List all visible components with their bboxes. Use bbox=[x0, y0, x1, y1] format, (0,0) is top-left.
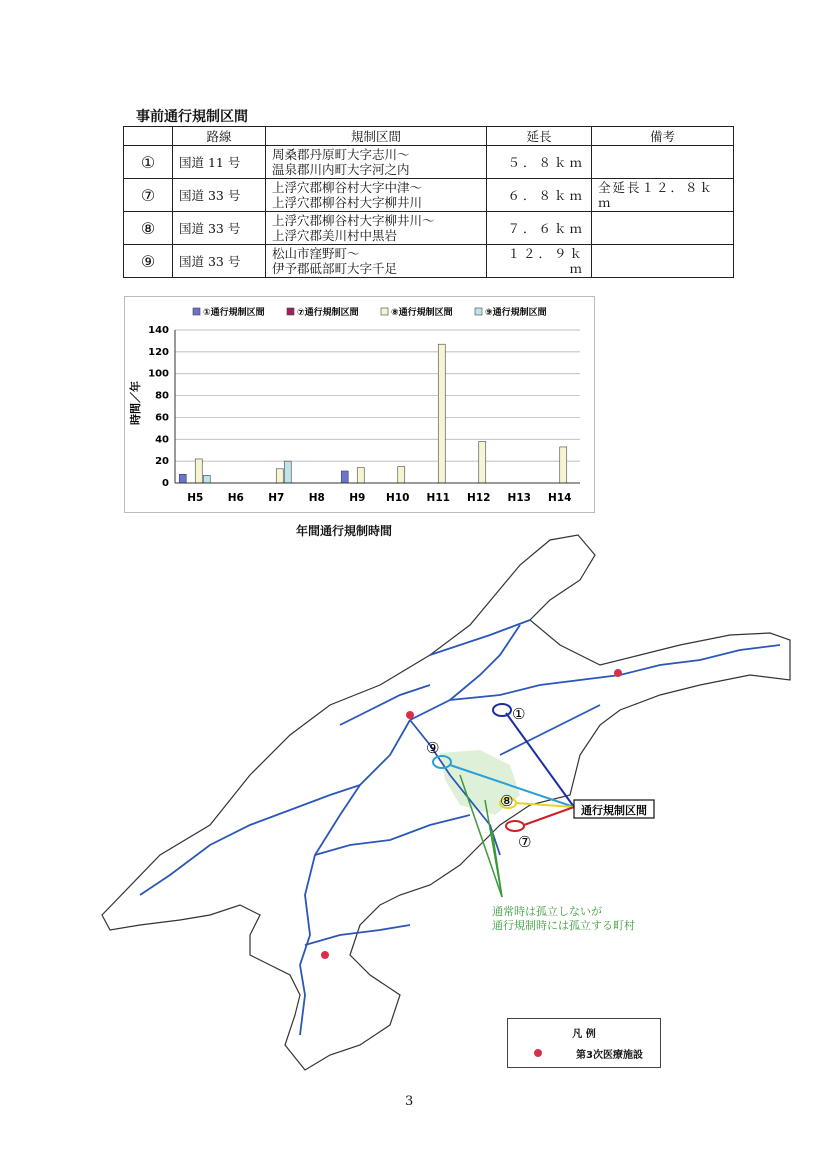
row-road: 国道 33 号 bbox=[173, 212, 266, 245]
section-line: 上浮穴郡美川村中黒岩 bbox=[272, 228, 398, 243]
section-7-highlight bbox=[506, 821, 524, 831]
chart-bars bbox=[179, 344, 567, 483]
chart-title: 年間通行規制時間 bbox=[296, 524, 393, 538]
legend-title: 凡 例 bbox=[572, 1029, 596, 1040]
bar bbox=[560, 447, 567, 483]
legend-swatch bbox=[381, 308, 388, 315]
bar bbox=[195, 459, 202, 483]
row-length: ７．６ｋｍ bbox=[487, 212, 592, 245]
chart-gridlines bbox=[175, 330, 580, 483]
row-number: ⑦ bbox=[124, 179, 173, 212]
row-length: ６．８ｋｍ bbox=[487, 179, 592, 212]
y-tick-label: 20 bbox=[155, 456, 169, 468]
bar bbox=[341, 471, 348, 483]
callout-label: 通行規制区間 bbox=[581, 804, 647, 817]
legend-label: ①通行規制区間 bbox=[203, 308, 265, 318]
row-road: 国道 11 号 bbox=[173, 146, 266, 179]
row-note bbox=[592, 245, 734, 278]
x-tick-label: H10 bbox=[386, 492, 410, 504]
chart-legend bbox=[193, 306, 547, 318]
legend-label: ⑧通行規制区間 bbox=[391, 308, 453, 318]
row-road: 国道 33 号 bbox=[173, 245, 266, 278]
row-number: ⑨ bbox=[124, 245, 173, 278]
marker-9: ⑨ bbox=[426, 739, 440, 757]
legend-swatch bbox=[193, 308, 200, 315]
x-tick-label: H7 bbox=[268, 492, 285, 504]
bar bbox=[438, 344, 445, 483]
y-tick-label: 0 bbox=[162, 478, 169, 489]
row-section bbox=[266, 212, 487, 245]
marker-1: ① bbox=[512, 705, 526, 723]
coastline bbox=[102, 535, 790, 1070]
bar bbox=[479, 441, 486, 483]
y-tick-label: 100 bbox=[148, 368, 169, 380]
page-number: 3 bbox=[405, 1094, 414, 1109]
chart-canvas bbox=[125, 297, 594, 512]
hospital-legend-icon bbox=[534, 1049, 542, 1057]
row-length: １２．９ｋｍ bbox=[487, 245, 592, 278]
y-tick-label: 40 bbox=[155, 434, 169, 446]
y-axis-label: 時間／年 bbox=[129, 381, 142, 425]
x-tick-label: H9 bbox=[349, 492, 366, 504]
legend-label: ⑦通行規制区間 bbox=[297, 308, 359, 318]
bar bbox=[284, 461, 291, 483]
marker-7: ⑦ bbox=[518, 833, 532, 851]
row-number: ⑧ bbox=[124, 212, 173, 245]
row-road: 国道 33 号 bbox=[173, 179, 266, 212]
table-row bbox=[124, 179, 734, 212]
bar-chart bbox=[124, 296, 595, 513]
row-note bbox=[592, 146, 734, 179]
x-tick-label: H13 bbox=[507, 492, 531, 504]
bar bbox=[276, 469, 283, 483]
x-tick-label: H12 bbox=[467, 492, 491, 504]
ehime-road-map bbox=[100, 525, 800, 1080]
isolation-note-line2: 通行規制時には孤立する町村 bbox=[492, 919, 635, 932]
row-section bbox=[266, 179, 487, 212]
callout-line-7 bbox=[524, 807, 574, 825]
bar bbox=[179, 474, 186, 483]
section-line: 松山市窪野町～ bbox=[272, 246, 360, 261]
x-tick-label: H11 bbox=[426, 492, 450, 504]
table-row bbox=[124, 245, 734, 278]
header-note: 備考 bbox=[592, 127, 734, 146]
x-tick-label: H5 bbox=[187, 492, 204, 504]
section-title: 事前通行規制区間 bbox=[136, 109, 248, 125]
y-tick-label: 80 bbox=[155, 390, 169, 402]
legend-label: ⑨通行規制区間 bbox=[485, 308, 547, 318]
x-tick-label: H6 bbox=[227, 492, 244, 504]
y-tick-label: 120 bbox=[148, 346, 169, 358]
bar bbox=[203, 475, 210, 483]
y-tick-label: 140 bbox=[148, 325, 169, 336]
table-row bbox=[124, 212, 734, 245]
isolation-note-line1: 通常時は孤立しないが bbox=[492, 905, 602, 918]
x-tick-label: H8 bbox=[308, 492, 325, 504]
y-tick-label: 60 bbox=[155, 412, 169, 424]
table-row bbox=[124, 146, 734, 179]
row-section bbox=[266, 245, 487, 278]
row-number: ① bbox=[124, 146, 173, 179]
legend-item-label: 第3次医療施設 bbox=[576, 1050, 643, 1061]
section-line: 伊予郡砥部町大字千足 bbox=[272, 261, 398, 276]
section-line: 温泉郡川内町大字河之内 bbox=[272, 162, 410, 177]
header-length: 延長 bbox=[487, 127, 592, 146]
table-header-row bbox=[124, 127, 734, 146]
hospital-marker bbox=[406, 711, 414, 719]
header-no bbox=[124, 127, 173, 146]
restriction-table bbox=[123, 126, 734, 278]
map-canvas bbox=[100, 525, 800, 1080]
section-line: 上浮穴郡柳谷村大字柳井川～ bbox=[272, 213, 435, 228]
hospital-marker bbox=[321, 951, 329, 959]
bar bbox=[357, 468, 364, 483]
header-road: 路線 bbox=[173, 127, 266, 146]
section-line: 上浮穴郡柳谷村大字柳井川 bbox=[272, 195, 423, 210]
row-section bbox=[266, 146, 487, 179]
bar bbox=[398, 467, 405, 483]
section-line: 上浮穴郡柳谷村大字中津～ bbox=[272, 180, 423, 195]
legend-swatch bbox=[287, 308, 294, 315]
header-section: 規制区間 bbox=[266, 127, 487, 146]
row-note bbox=[592, 212, 734, 245]
row-length: ５．８ｋｍ bbox=[487, 146, 592, 179]
hospital-marker bbox=[614, 669, 622, 677]
map-legend bbox=[507, 1018, 661, 1068]
x-tick-label: H14 bbox=[548, 492, 572, 504]
row-note: 全延長１２．８ｋｍ bbox=[592, 179, 734, 212]
marker-8: ⑧ bbox=[500, 792, 514, 810]
section-line: 周桑郡丹原町大字志川～ bbox=[272, 147, 410, 162]
legend-swatch bbox=[475, 308, 482, 315]
